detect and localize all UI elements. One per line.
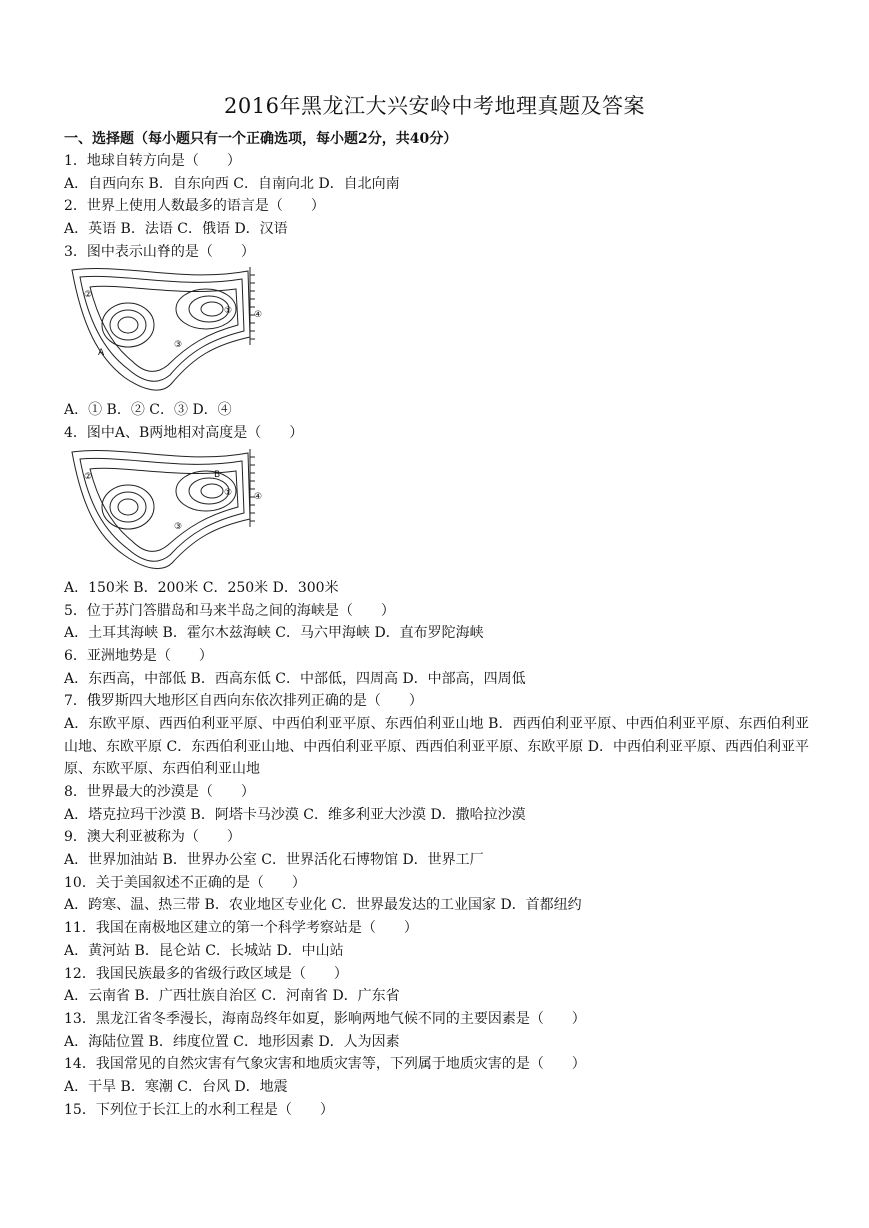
q7-options: A．东欧平原、西西伯利亚平原、中西伯利亚平原、东西伯利亚山地 B．西西伯利亚平原、中西伯利亚平原、东西伯利亚山地、东欧平原 C．东西伯利亚山地、中西伯利亚平原、西西伯利亚平原、东欧平原 D．中西伯利亚平原、西西伯利亚平原、东欧平原、东西伯利亚山地 bbox=[64, 715, 809, 778]
map-label-a: A bbox=[98, 348, 105, 359]
map-label-b: B bbox=[214, 469, 221, 480]
q9-options: A．世界加油站 B．世界办公室 C．世界活化石博物馆 D．世界工厂 bbox=[64, 852, 484, 869]
q6-options: A．东西高，中部低 B．西高东低 C．中部低，四周高 D．中部高，四周低 bbox=[64, 670, 526, 687]
q7-stem: 7．俄罗斯四大地形区自西向东依次排列正确的是（ ） bbox=[64, 693, 423, 710]
q3-stem: 3．图中表示山脊的是（ ） bbox=[64, 243, 255, 260]
q15-stem: 15．下列位于长江上的水利工程是（ ） bbox=[64, 1101, 334, 1118]
q12-stem: 12．我国民族最多的省级行政区域是（ ） bbox=[64, 965, 348, 982]
q11-stem: 11．我国在南极地区建立的第一个科学考察站是（ ） bbox=[64, 920, 418, 937]
marker-2: ② bbox=[84, 290, 93, 301]
q3-options: A．① B．② C．③ D．④ bbox=[64, 402, 232, 419]
q1-stem: 1．地球自转方向是（ ） bbox=[64, 153, 241, 169]
contour-map-figure-q4 bbox=[64, 447, 264, 573]
q5-stem: 5．位于苏门答腊岛和马来半岛之间的海峡是（ ） bbox=[64, 602, 395, 619]
question-list bbox=[64, 128, 809, 1121]
marker-1: ① bbox=[224, 306, 233, 317]
marker-1: ① bbox=[224, 487, 233, 498]
section-heading: 一、选择题（每小题只有一个正确选项，每小题2分，共40分） bbox=[64, 131, 458, 147]
q6-stem: 6．亚洲地势是（ ） bbox=[64, 647, 213, 664]
q13-options: A．海陆位置 B．纬度位置 C．地形因素 D．人为因素 bbox=[64, 1033, 400, 1050]
marker-3: ③ bbox=[174, 521, 183, 532]
q9-stem: 9．澳大利亚被称为（ ） bbox=[64, 829, 241, 846]
q10-options: A．跨寒、温、热三带 B．农业地区专业化 C．世界最发达的工业国家 D．首都纽约 bbox=[64, 897, 582, 914]
q13-stem: 13．黑龙江省冬季漫长，海南岛终年如夏，影响两地气候不同的主要因素是（ ） bbox=[64, 1010, 586, 1027]
page-title: 2016年黑龙江大兴安岭中考地理真题及答案 bbox=[224, 94, 645, 118]
marker-4: ④ bbox=[254, 310, 263, 321]
q2-options: A．英语 B．法语 C．俄语 D．汉语 bbox=[64, 221, 288, 238]
q4-options: A．150米 B．200米 C．250米 D．300米 bbox=[64, 579, 339, 596]
q12-options: A．云南省 B．广西壮族自治区 C．河南省 D．广东省 bbox=[64, 988, 400, 1005]
q8-options: A．塔克拉玛干沙漠 B．阿塔卡马沙漠 C．维多利亚大沙漠 D．撒哈拉沙漠 bbox=[64, 806, 526, 823]
marker-2: ② bbox=[84, 471, 93, 482]
q10-stem: 10．关于美国叙述不正确的是（ ） bbox=[64, 874, 306, 891]
q2-stem: 2．世界上使用人数最多的语言是（ ） bbox=[64, 198, 325, 215]
q11-options: A．黄河站 B．昆仑站 C．长城站 D．中山站 bbox=[64, 942, 344, 959]
q8-stem: 8．世界最大的沙漠是（ ） bbox=[64, 784, 255, 801]
q4-stem: 4．图中A、B两地相对高度是（ ） bbox=[64, 425, 304, 442]
q1-options: A．自西向东 B．自东向西 C．自南向北 D．自北向南 bbox=[64, 175, 400, 192]
q5-options: A．土耳其海峡 B．霍尔木兹海峡 C．马六甲海峡 D．直布罗陀海峡 bbox=[64, 625, 484, 642]
marker-4: ④ bbox=[254, 491, 263, 502]
marker-3: ③ bbox=[174, 340, 183, 351]
q14-options: A．干旱 B．寒潮 C．台风 D．地震 bbox=[64, 1078, 288, 1095]
contour-map-figure-q3 bbox=[64, 265, 264, 395]
q14-stem: 14．我国常见的自然灾害有气象灾害和地质灾害等，下列属于地质灾害的是（ ） bbox=[64, 1056, 586, 1073]
